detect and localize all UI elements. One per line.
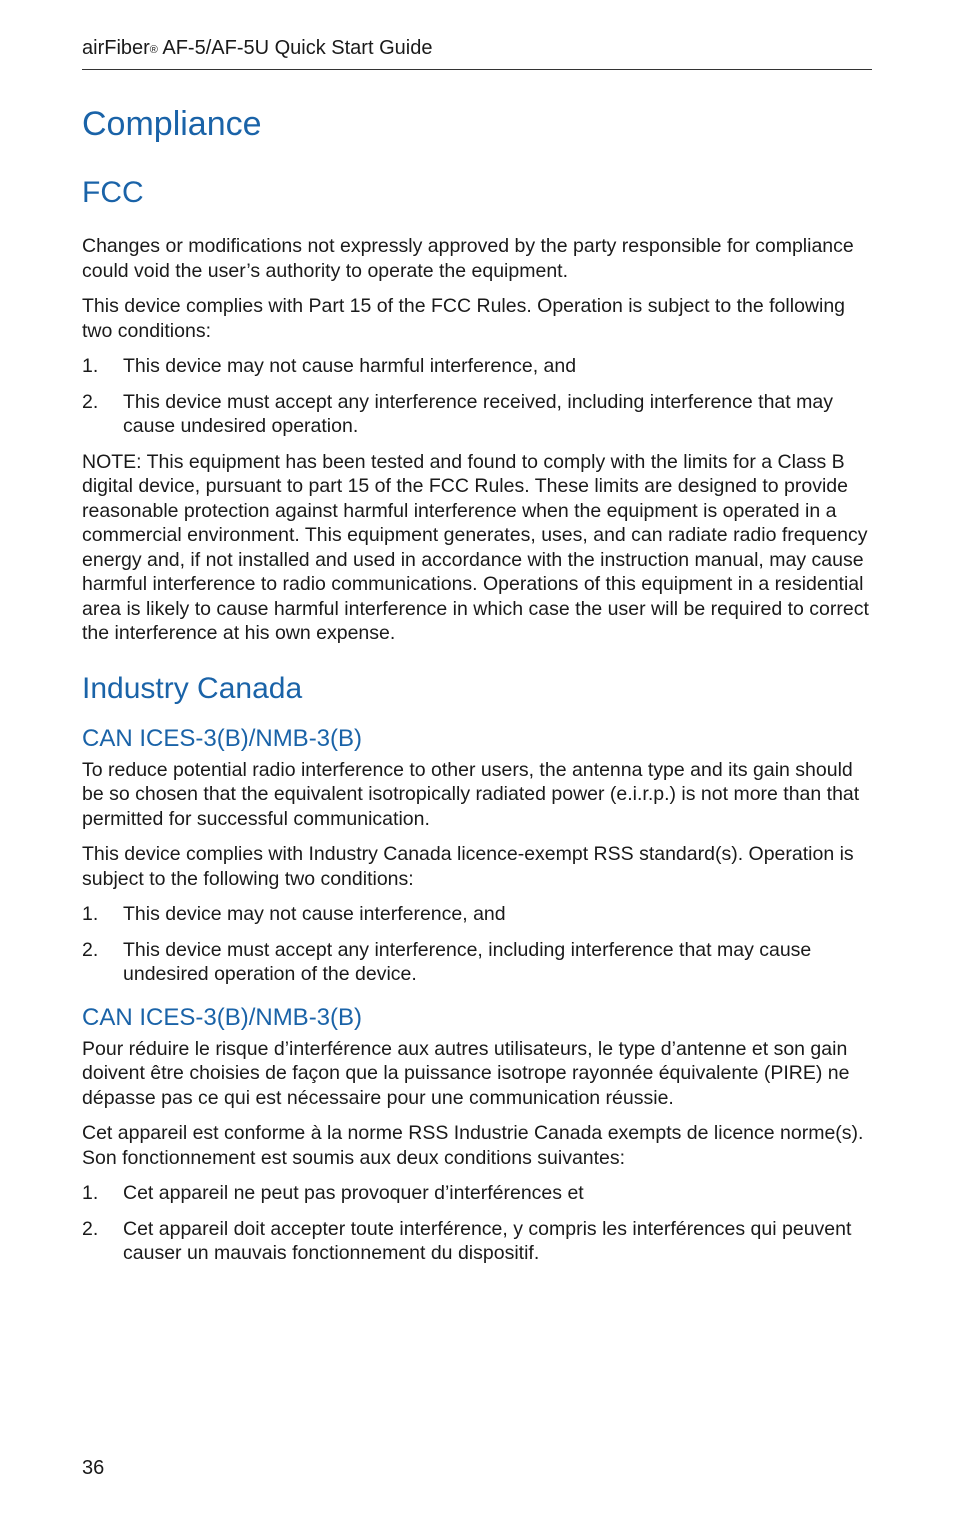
- ic-french-list-item-2: [82, 1217, 872, 1266]
- running-header: [82, 36, 872, 70]
- fcc-list-item-1: [82, 354, 872, 379]
- fcc-paragraph-1: Changes or modifications not expressly approved by the party responsible for compliance could void the user’s authority to operate the equipment.: [82, 235, 854, 282]
- list-number: 1.: [82, 1182, 99, 1204]
- guide-title-prefix: airFiber: [82, 37, 150, 59]
- guide-title-suffix: AF-5/AF-5U Quick Start Guide: [157, 37, 433, 59]
- list-number: 2.: [82, 390, 99, 413]
- ic-french-paragraph-2: Cet appareil est conforme à la norme RSS Industrie Canada exempts de licence norme(s). Son fonctionnement est soumis aux deux conditions suivantes:: [82, 1122, 864, 1169]
- list-text: Cet appareil doit accepter toute interférence, y compris les interférences qui peuvent causer un mauvais fonctionnement du dispositif.: [123, 1217, 852, 1264]
- page-content: [82, 102, 872, 1266]
- list-text: This device must accept any interference received, including interference that may cause undesired operation.: [123, 390, 833, 437]
- fcc-note: NOTE: This equipment has been tested and found to comply with the limits for a Class B digital device, pursuant to part 15 of the FCC Rules. These limits are designed to provide reasonable protection against harmful interference when the equipment is operated in a commercial environment. This equipment generates, uses, and can radiate radio frequency energy and, if not installed and used in accordance with the instruction manual, may cause harmful interference to radio communications. Operations of this equipment in a residential area is likely to cause harmful interference in which case the user will be required to correct the interference at his own expense.: [82, 450, 869, 644]
- ic-english-list-item-1: [82, 902, 872, 927]
- ic-french-list-item-1: [82, 1181, 872, 1206]
- list-text: This device may not cause interference, and: [123, 903, 506, 925]
- ic-english-list-item-2: [82, 938, 872, 987]
- list-number: 2.: [82, 938, 99, 961]
- industry-canada-heading: Industry Canada: [82, 671, 303, 705]
- fcc-paragraph-2: This device complies with Part 15 of the FCC Rules. Operation is subject to the following two conditions:: [82, 295, 846, 342]
- compliance-heading: Compliance: [82, 105, 262, 143]
- registered-mark: ®: [149, 44, 158, 56]
- page-number: 36: [82, 1457, 105, 1479]
- list-number: 2.: [82, 1217, 99, 1240]
- ic-french-paragraph-1: Pour réduire le risque d’interférence aux autres utilisateurs, le type d’antenne et son gain doivent être choisies de façon que la puissance isotrope rayonnée équivalente (PIRE) ne dépasse pas ce qui est nécessaire pour une communication réussie.: [82, 1037, 850, 1109]
- list-text: This device must accept any interference, including interference that may cause undesired operation of the device.: [123, 938, 812, 985]
- list-text: This device may not cause harmful interference, and: [123, 355, 577, 377]
- fcc-heading: FCC: [82, 176, 144, 209]
- list-text: Cet appareil ne peut pas provoquer d’interférences et: [123, 1182, 584, 1204]
- list-number: 1.: [82, 903, 99, 925]
- list-number: 1.: [82, 355, 99, 377]
- can-ices-heading-english: CAN ICES-3(B)/NMB-3(B): [82, 724, 363, 752]
- can-ices-heading-french: CAN ICES-3(B)/NMB-3(B): [82, 1003, 363, 1031]
- ic-english-paragraph-2: This device complies with Industry Canada licence-exempt RSS standard(s). Operation is subject to the following two conditions:: [82, 843, 854, 890]
- fcc-list-item-2: [82, 390, 872, 439]
- ic-english-paragraph-1: To reduce potential radio interference to other users, the antenna type and its gain should be so chosen that the equivalent isotropically radiated power (e.i.r.p.) is not more than that permitted for successful communication.: [82, 758, 860, 830]
